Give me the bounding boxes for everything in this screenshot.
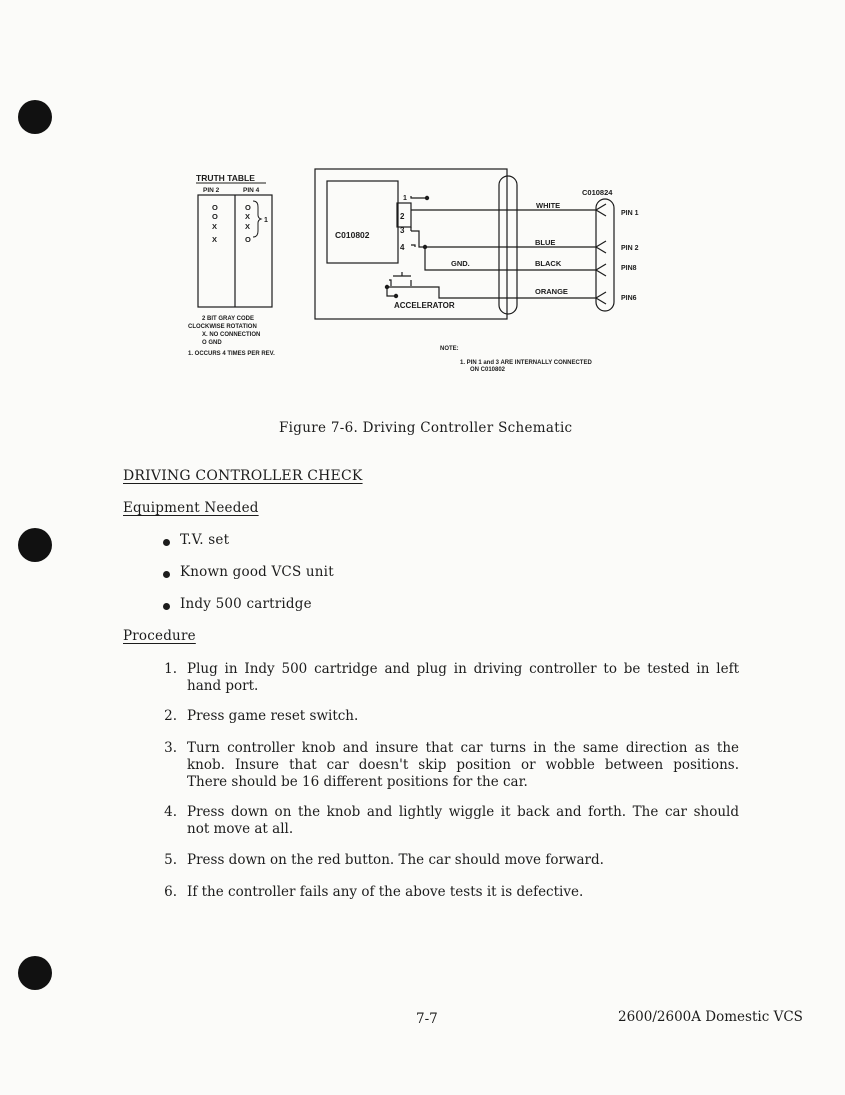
- cable-oval: [499, 176, 517, 314]
- figure-caption: Figure 7-6. Driving Controller Schematic: [279, 420, 573, 436]
- truth-cell: X: [245, 212, 251, 221]
- truth-cell: O: [212, 212, 218, 221]
- bullet-icon: [163, 571, 170, 578]
- truth-table-pin4-values: [245, 203, 251, 244]
- truth-table-brace-label: 1: [264, 217, 268, 224]
- connector-label: C010824: [582, 188, 613, 197]
- step-line: Turn controller knob and insure that car turns in the same direction as the: [187, 740, 739, 756]
- step-text: [187, 708, 739, 725]
- pin-label: PIN8: [621, 265, 637, 272]
- step-number: 2.: [164, 708, 177, 724]
- truth-cell: X: [212, 222, 218, 231]
- step-line: Plug in Indy 500 cartridge and plug in driving controller to be tested in left: [187, 661, 739, 677]
- schematic-diagram: [0, 0, 845, 390]
- equipment-heading: Equipment Needed: [123, 500, 259, 516]
- schematic-note-line: 1. PIN 1 and 3 ARE INTERNALLY CONNECTED: [460, 360, 592, 366]
- pin-number: 3: [400, 226, 405, 235]
- step-text: [187, 804, 739, 838]
- pin-label: PIN6: [621, 295, 637, 302]
- bullet-icon: [163, 539, 170, 546]
- step-number: 4.: [164, 804, 177, 820]
- section-title: DRIVING CONTROLLER CHECK: [123, 468, 363, 484]
- step-number: 5.: [164, 852, 177, 868]
- truth-table-title: TRUTH TABLE: [196, 173, 255, 183]
- truth-table-pin2-values: [212, 203, 218, 244]
- step-line: hand port.: [187, 678, 259, 694]
- truth-cell: O: [245, 203, 251, 212]
- step-line: Press down on the red button. The car should move forward.: [187, 852, 604, 868]
- step-line: If the controller fails any of the above tests it is defective.: [187, 884, 584, 900]
- step-line: Press game reset switch.: [187, 708, 359, 724]
- step-line: knob. Insure that car doesn't skip position or wobble between positions.: [187, 757, 739, 773]
- truth-note: CLOCKWISE ROTATION: [188, 324, 257, 330]
- equipment-item: T.V. set: [180, 532, 230, 548]
- truth-table-brace: [253, 201, 261, 237]
- truth-cell: O: [212, 203, 218, 212]
- step-number: 6.: [164, 884, 177, 900]
- chip-label: C010802: [335, 230, 370, 240]
- truth-table-col2: PIN 4: [243, 187, 260, 194]
- step-text: [187, 852, 739, 869]
- pin-number: 1: [403, 195, 407, 202]
- step-text: [187, 740, 739, 791]
- step-line: not move at all.: [187, 821, 294, 837]
- truth-cell: X: [245, 222, 251, 231]
- truth-note: 1. OCCURS 4 TIMES PER REV.: [188, 351, 275, 357]
- truth-note: O GND: [202, 340, 222, 346]
- wire-label: WHITE: [536, 201, 561, 210]
- pin-number: 2: [400, 212, 405, 221]
- step-text: [187, 884, 739, 901]
- gnd-label: GND.: [451, 259, 470, 268]
- step-line: Press down on the knob and lightly wiggle it back and forth. The car should: [187, 804, 739, 820]
- step-number: 3.: [164, 740, 177, 756]
- document-title: 2600/2600A Domestic VCS: [618, 1009, 803, 1025]
- truth-table-col1: PIN 2: [203, 187, 220, 194]
- truth-cell: X: [212, 235, 218, 244]
- pin-number: 4: [400, 243, 405, 252]
- equipment-item: Known good VCS unit: [180, 564, 334, 580]
- pin-label: PIN 2: [621, 245, 639, 252]
- step-number: 1.: [164, 661, 177, 677]
- wire-label: BLACK: [535, 259, 562, 268]
- chip-c010802: [327, 181, 398, 263]
- binder-hole-middle: [18, 528, 52, 562]
- truth-cell: O: [245, 235, 251, 244]
- truth-note: 2 BIT GRAY CODE: [202, 316, 255, 322]
- equipment-item: Indy 500 cartridge: [180, 596, 312, 612]
- page-number: 7-7: [416, 1011, 438, 1027]
- truth-note: X. NO CONNECTION: [202, 332, 261, 338]
- accelerator-label: ACCELERATOR: [394, 301, 455, 310]
- step-line: There should be 16 different positions for the car.: [187, 774, 528, 790]
- wire-label: BLUE: [535, 238, 556, 247]
- procedure-heading: Procedure: [123, 628, 196, 644]
- schematic-note-line: ON C010802: [470, 367, 506, 373]
- binder-hole-bottom: [18, 956, 52, 990]
- controller-housing: [315, 169, 507, 319]
- pin-label: PIN 1: [621, 210, 639, 217]
- wire-label: ORANGE: [535, 287, 568, 296]
- bullet-icon: [163, 603, 170, 610]
- schematic-note-title: NOTE:: [440, 346, 459, 352]
- step-text: [187, 661, 739, 695]
